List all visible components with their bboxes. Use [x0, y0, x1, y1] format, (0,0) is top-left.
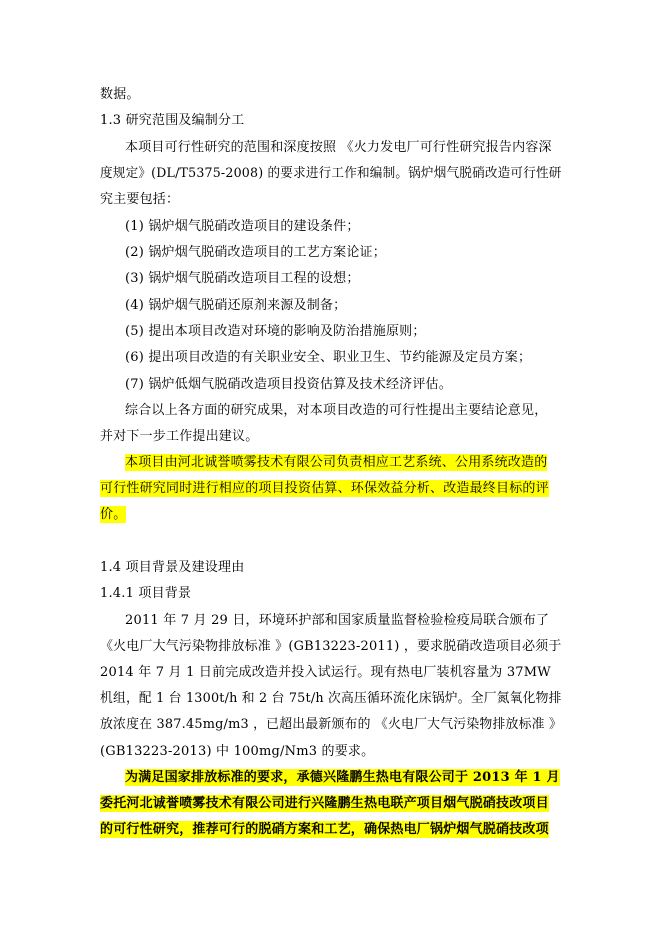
list-item: (3) 锅炉烟气脱硝改造项目工程的设想； [125, 271, 360, 286]
highlight-text: 本项目由河北诚誉喷雾技术有限公司负责相应工艺系统、公用系统改造的 [125, 455, 548, 470]
paragraph-line: 2014 年 7 月 1 日前完成改造并投入试运行。现有热电厂装机容量为 37MW [100, 665, 551, 680]
paragraph-line: 度规定》(DL/T5375-2008) 的要求进行工作和编制。锅炉烟气脱硝改造可行性研 [100, 166, 562, 181]
highlight-text: 可行性研究同时进行相应的项目投资估算、环保效益分析、改造最终目标的评 [100, 481, 549, 496]
list-item: (1) 锅炉烟气脱硝改造项目的建设条件； [125, 219, 360, 234]
paragraph-line: 《火电厂大气污染物排放标准 》(GB13223-2011) ，要求脱硝改造项目必须于 [100, 639, 562, 654]
highlighted-line [125, 454, 547, 472]
list-item: (4) 锅炉烟气脱硝还原剂来源及制备； [125, 298, 347, 313]
highlighted-line [100, 795, 549, 813]
paragraph-line: 本项目可行性研究的范围和深度按照 《火力发电厂可行性研究报告内容深 [125, 140, 552, 155]
paragraph-line: 数据。 [100, 87, 140, 102]
paragraph-line: 放浓度在 387.45mg/m3 ，已超出最新颁布的 《火电厂大气污染物排放标准 》 [100, 717, 563, 732]
subsection-heading-1-4-1: 1.4.1 项目背景 [100, 586, 192, 601]
highlight-text: 价。 [100, 507, 127, 522]
list-item: (5) 提出本项目改造对环境的影响及防治措施原则； [125, 324, 426, 339]
section-heading-1-3: 1.3 研究范围及编制分工 [100, 113, 245, 128]
list-item: (2) 锅炉烟气脱硝改造项目的工艺方案论证； [125, 245, 386, 260]
paragraph-line: 综合以上各方面的研究成果，对本项目改造的可行性提出主要结论意见， [125, 403, 548, 418]
highlight-text: 为满足国家排放标准的要求，承德兴隆鹏生热电有限公司于 2013 年 1 月 [125, 770, 560, 785]
list-item: (7) 锅炉低烟气脱硝改造项目投资估算及技术经济评估。 [125, 377, 452, 392]
paragraph-line: 机组，配 1 台 1300t/h 和 2 台 75t/h 次高压循环流化床锅炉。全厂氮氧化物排 [100, 691, 562, 706]
paragraph-line: (GB13223-2013) 中 100mg/Nm3 的要求。 [100, 744, 375, 759]
paragraph-line: 并对下一步工作提出建议。 [100, 429, 259, 444]
paragraph-line: 究主要包括： [100, 192, 180, 207]
highlighted-line [100, 506, 126, 524]
section-heading-1-4: 1.4 项目背景及建设理由 [100, 560, 245, 575]
paragraph-line: 2011 年 7 月 29 日，环境环护部和国家质量监督检验检疫局联合颁布了 [125, 613, 550, 628]
highlighted-line [100, 480, 549, 498]
highlighted-line [125, 769, 560, 787]
highlighted-line [100, 821, 549, 839]
highlight-text: 的可行性研究，推荐可行的脱硝方案和工艺，确保热电厂锅炉烟气脱硝技改项 [100, 822, 549, 837]
highlight-text: 委托河北诚誉喷雾技术有限公司进行兴隆鹏生热电联产项目烟气脱硝技改项目 [100, 796, 549, 811]
list-item: (6) 提出项目改造的有关职业安全、职业卫生、节约能源及定员方案； [125, 350, 532, 365]
